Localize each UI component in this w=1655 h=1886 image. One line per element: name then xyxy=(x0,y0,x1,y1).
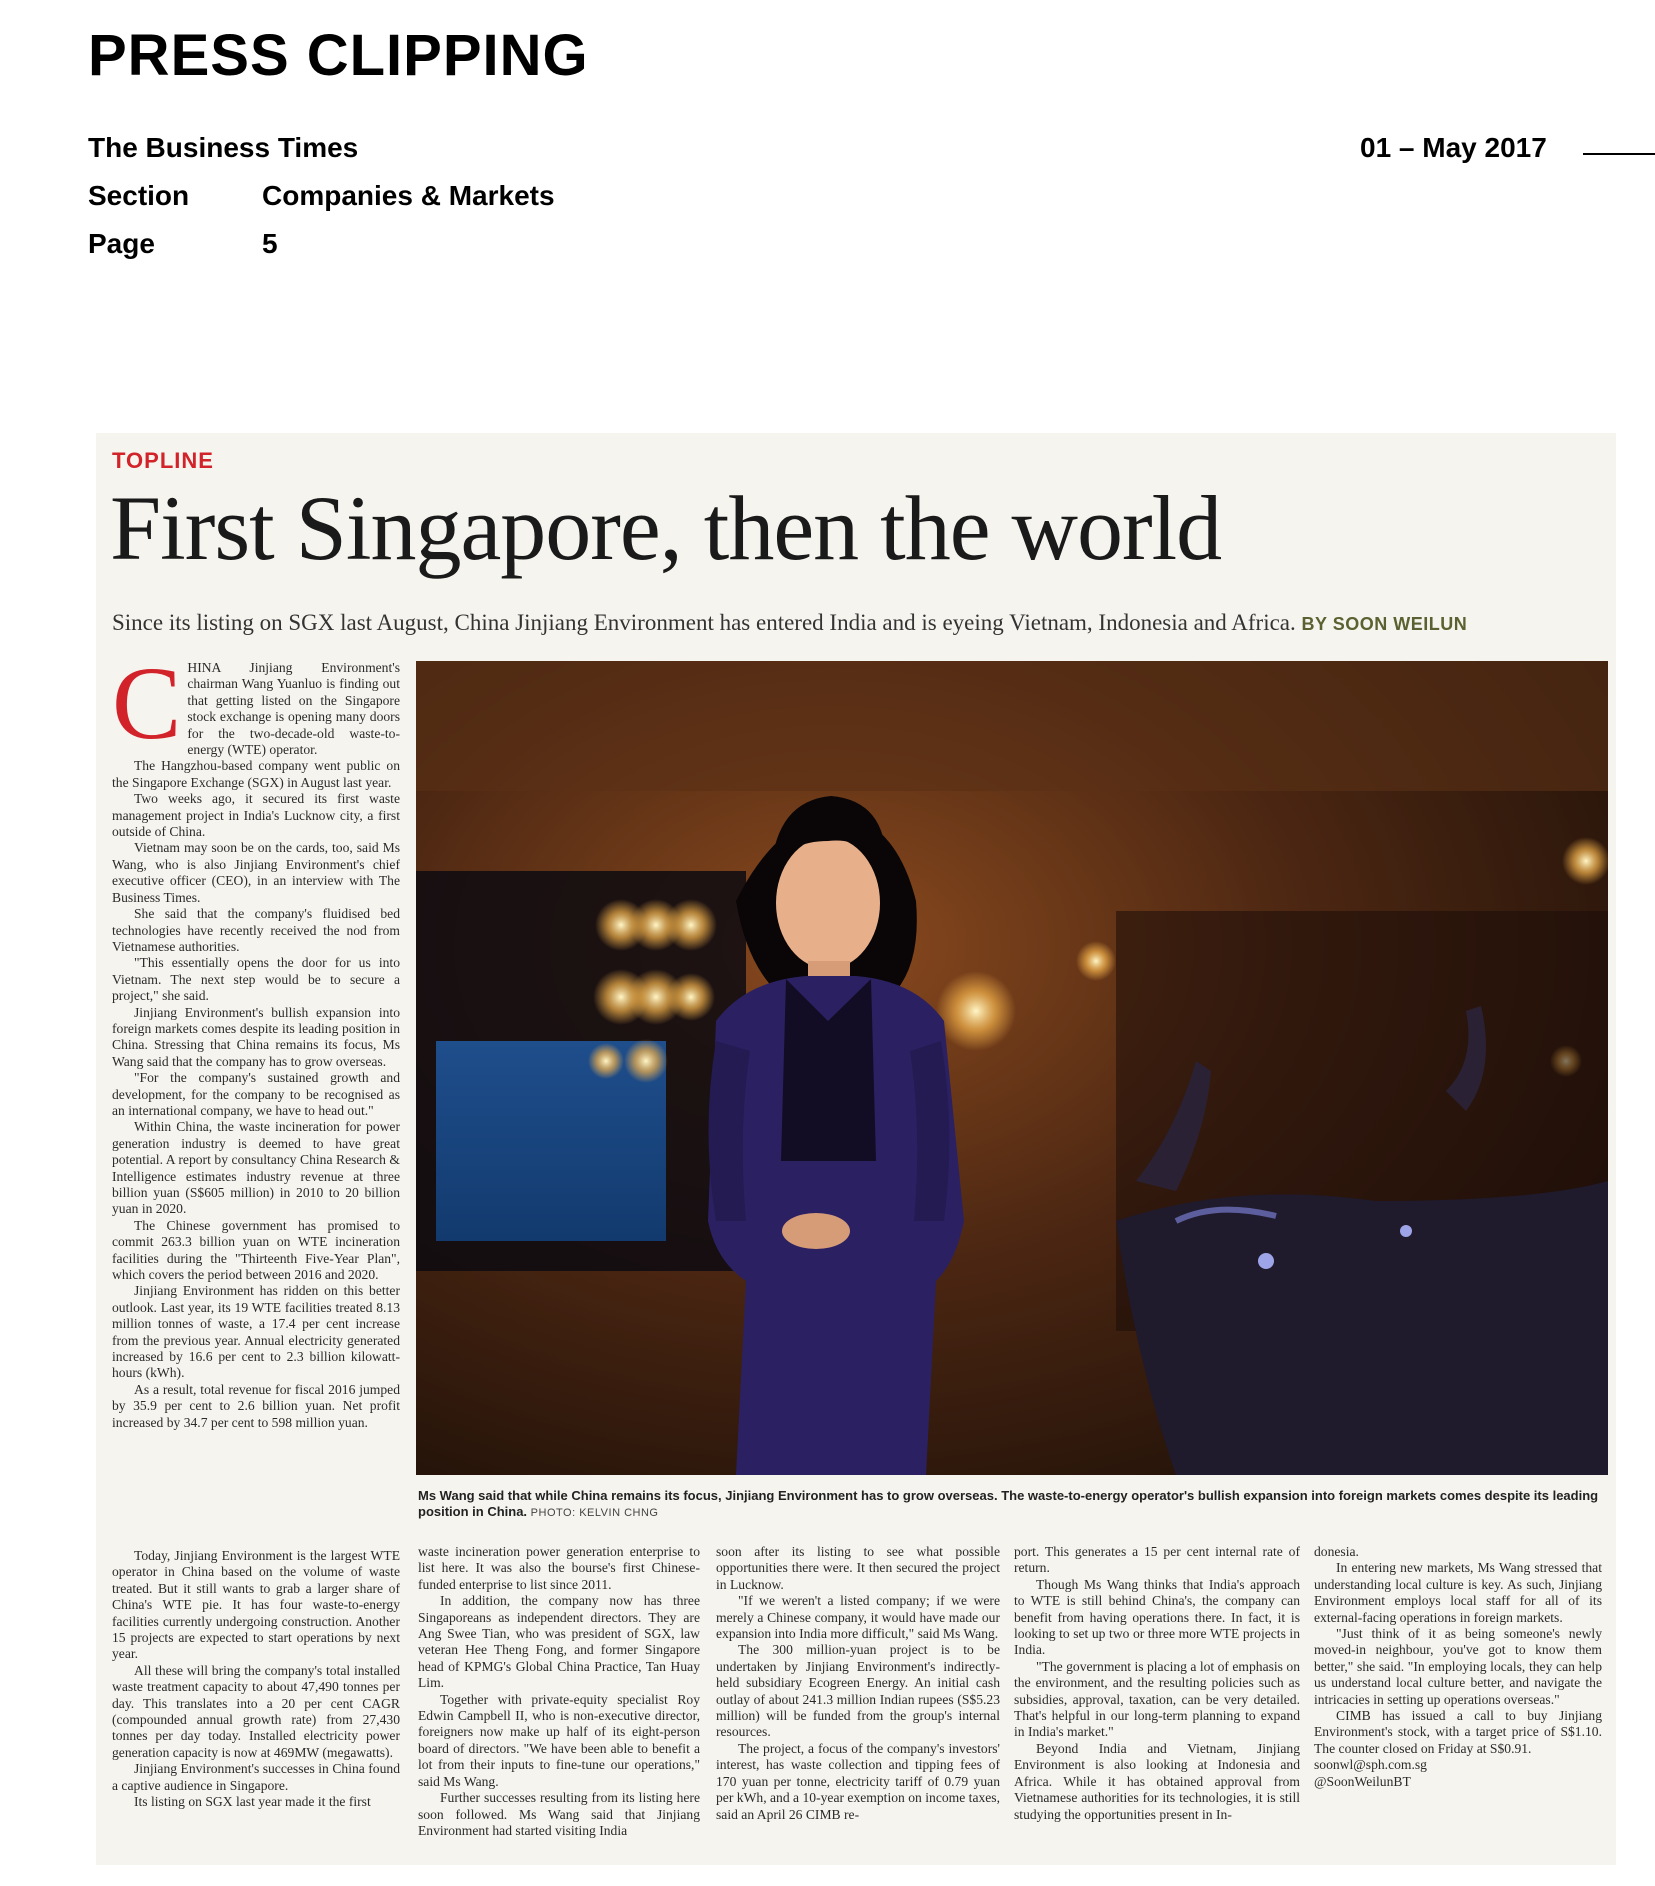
paragraph: "If we weren't a listed company; if we were merely a Chinese company, it would have made our expansion into India more difficult," said Ms Wang. xyxy=(716,1593,1000,1642)
clipping-title: PRESS CLIPPING xyxy=(88,23,589,88)
article-standfirst xyxy=(112,610,1612,636)
paragraph: Jinjiang Environment's bullish expansion into foreign markets comes despite its leading position in China. Stressing that China remains its focus, Ms Wang said that the company has to grow overseas. xyxy=(112,1004,400,1069)
paragraph: Together with private-equity specialist Roy Edwin Campbell II, who is non-executive director, foreigners now make up half of its eight-person board of directors. "We have been able to benefit a lot from their inputs to fine-tune our operations," said Ms Wang. xyxy=(418,1691,700,1789)
paragraph: Two weeks ago, it secured its first waste management project in India's Lucknow city, a first outside of China. xyxy=(112,791,400,840)
paragraph: "This essentially opens the door for us into Vietnam. The next step would be to secure a project," she said. xyxy=(112,955,400,1004)
publication-name: The Business Times xyxy=(88,132,359,163)
standfirst-text: Since its listing on SGX last August, China Jinjiang Environment has entered India and is eyeing Vietnam, Indonesia and Africa. xyxy=(112,610,1296,635)
paragraph: Jinjiang Environment's successes in China found a captive audience in Singapore. xyxy=(112,1761,400,1793)
author-twitter: @SoonWeilunBT xyxy=(1314,1773,1411,1789)
paragraph: The 300 million-yuan project is to be undertaken by Jinjiang Environment's indirectly-held subsidiary Ecogreen Energy. An initial cash outlay of about 241.3 million Indian rupees (S$5.23 million) will be funded from the group's internal resources. xyxy=(716,1642,1000,1740)
paragraph: soon after its listing to see what possible opportunities there were. It then secured the project in Lucknow. xyxy=(716,1544,1000,1592)
section-value: Companies & Markets xyxy=(262,180,555,211)
article-column-5 xyxy=(1314,1544,1602,1854)
article-column-1-bottom xyxy=(112,1548,400,1848)
author-email: soonwl@sph.com.sg xyxy=(1314,1757,1427,1773)
article-headline: First Singapore, then the world xyxy=(110,477,1222,579)
paragraph: The project, a focus of the company's investors' interest, has waste collection and tipping fees of 170 yuan per tonne, electricity tariff of 0.79 yuan per kWh, and a 10-year exemption on income taxes, said an April 26 CIMB re- xyxy=(716,1740,1000,1822)
article-column-4 xyxy=(1014,1544,1300,1854)
paragraph: donesia. xyxy=(1314,1544,1359,1559)
paragraph: The Chinese government has promised to commit 263.3 billion yuan on WTE incineration facilities during the "Thirteenth Five-Year Plan", which covers the period between 2016 and 2020. xyxy=(112,1217,400,1283)
publication-date: 01 – May 2017 xyxy=(1360,132,1547,163)
paragraph: "The government is placing a lot of emphasis on the environment, and the resulting policies such as subsidies, approval, taxation, can be very detailed. That's helpful in our long-term planning to expand in India's market." xyxy=(1014,1658,1300,1740)
paragraph: Beyond India and Vietnam, Jinjiang Environment is also looking at Indonesia and Africa. While it has obtained approval from Vietnamese authorities for its technologies, it is still studying the opportunities present in In- xyxy=(1014,1740,1300,1822)
article-column-3 xyxy=(716,1544,1000,1854)
paragraph: In entering new markets, Ms Wang stressed that understanding local culture is key. As such, Jinjiang Environment employs local staff for all of its external-facing operations in foreign markets. xyxy=(1314,1560,1602,1625)
drop-cap: C xyxy=(112,660,182,761)
paragraph: Vietnam may soon be on the cards, too, said Ms Wang, who is also Jinjiang Environment's chief executive officer (CEO), in an interview with The Business Times. xyxy=(112,840,400,905)
paragraph: Within China, the waste incineration for power generation industry is deemed to have great potential. A report by consultancy China Research & Intelligence estimates industry revenue at three billion yuan (S$605 million) in 2010 to 20 billion yuan in 2020. xyxy=(112,1119,400,1217)
paragraph: Today, Jinjiang Environment is the largest WTE operator in China based on the volume of waste treated. But it still wants to grab a larger share of China's WTE pie. It has four waste-to-energy facilities currently undergoing construction. Another 15 projects are expected to start operations by next year. xyxy=(112,1548,400,1662)
paragraph: She said that the company's fluidised bed technologies have recently received the nod from Vietnamese authorities. xyxy=(112,906,400,954)
photo-credit: PHOTO: KELVIN CHNG xyxy=(530,1507,659,1519)
paragraph: "Just think of it as being someone's newly moved-in neighbour, you've got to know them better," she said. "In employing locals, they can help us understand local culture better, and navigate the intricacies in setting up operations overseas." xyxy=(1314,1626,1602,1707)
article-column-1-top xyxy=(112,660,400,1548)
section-label: Section xyxy=(88,180,190,211)
article-column-2 xyxy=(418,1544,700,1854)
paragraph: "For the company's sustained growth and development, for the company to be recognised as an international company, we have to head out." xyxy=(112,1070,400,1118)
paragraph: waste incineration power generation enterprise to list here. It was also the bourse's first Chinese-funded enterprise to list since 2011. xyxy=(418,1544,700,1592)
paragraph: Jinjiang Environment has ridden on this better outlook. Last year, its 19 WTE facilities treated 8.13 million tonnes of waste, a 17.4 per cent increase from the previous year. Annual electricity generated increased by 16.6 per cent to 2.3 billion kilowatt-hours (kWh). xyxy=(112,1283,400,1381)
article-kicker: TOPLINE xyxy=(112,448,214,473)
paragraph: As a result, total revenue for fiscal 2016 jumped by 35.9 per cent to 2.6 billion yuan. Net profit increased by 34.7 per cent to 598 million yuan. xyxy=(112,1381,400,1430)
page-value: 5 xyxy=(262,228,278,259)
lead-text: HINA Jinjiang Environment's chairman Wang Yuanluo is finding out that getting listed on the Singapore stock exchange is opening many doors for the two-decade-old waste-to-energy (WTE) operator. xyxy=(187,660,400,758)
article-byline: BY SOON WEILUN xyxy=(1301,614,1468,634)
page-label: Page xyxy=(88,228,155,259)
paragraph: Its listing on SGX last year made it the first xyxy=(134,1794,371,1810)
paragraph: Though Ms Wang thinks that India's approach to WTE is still behind China's, the company can benefit from having operations there. In fact, it is looking to set up two or three more WTE projects in India. xyxy=(1014,1576,1300,1658)
lead-paragraph xyxy=(112,660,400,761)
paragraph: CIMB has issued a call to buy Jinjiang Environment's stock, with a target price of S$1.10. The counter closed on Friday at S$0.91. xyxy=(1314,1708,1602,1756)
caption-text: Ms Wang said that while China remains its focus, Jinjiang Environment has to grow overseas. The waste-to-energy operator's bullish expansion into foreign markets comes despite its leading position in China. xyxy=(418,1488,1599,1519)
article-photo xyxy=(416,661,1608,1475)
paragraph: The Hangzhou-based company went public on the Singapore Exchange (SGX) in August last year. xyxy=(112,758,400,790)
paragraph: In addition, the company now has three Singaporeans as independent directors. They are Ang Swee Tian, who was president of SGX, law veteran Hee Theng Fong, and former Singapore head of KPMG's Global China Practice, Tan Huay Lim. xyxy=(418,1593,700,1691)
paragraph: All these will bring the company's total installed waste treatment capacity to about 47,490 tonnes per day. This translates into a 20 per cent CAGR (compounded annual growth rate) from 27,430 tonnes per day today. Installed electricity power generation capacity is now at 469MW (megawatts). xyxy=(112,1662,400,1760)
paragraph: Further successes resulting from its listing here soon followed. Ms Wang said that Jinjiang Environment had started visiting India xyxy=(418,1790,700,1838)
date-rule-line xyxy=(1583,153,1655,155)
photo-caption xyxy=(418,1488,1608,1521)
paragraph: port. This generates a 15 per cent internal rate of return. xyxy=(1014,1544,1300,1576)
